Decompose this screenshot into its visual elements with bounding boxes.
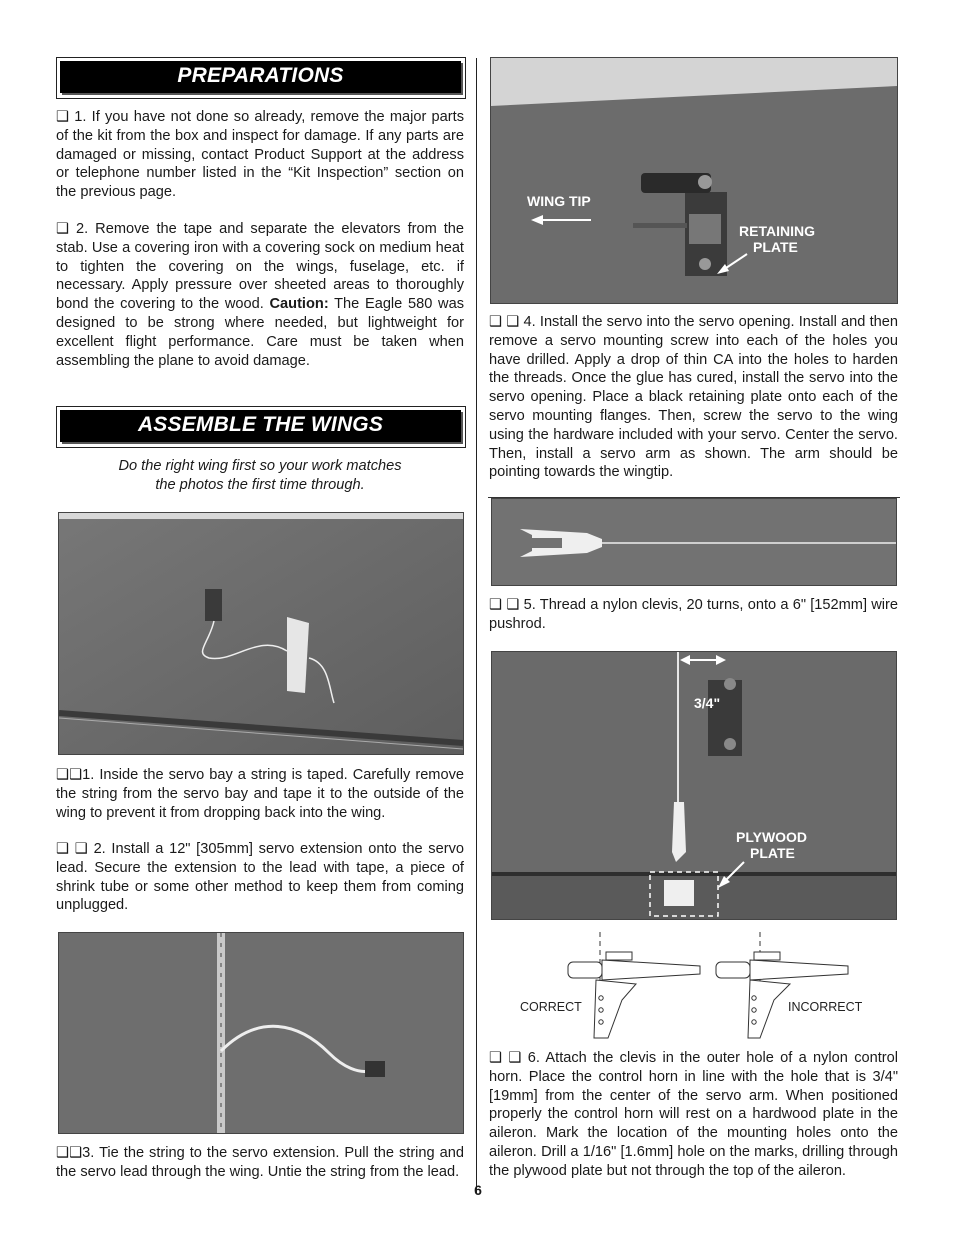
- photo-servo-extension: [58, 932, 464, 1134]
- photo-control-horn: [491, 651, 897, 920]
- column-divider: [476, 58, 477, 1193]
- wings-step-5: ❑ ❑ 5. Thread a nylon clevis, 20 turns, onto a 6" [152mm] wire pushrod.: [489, 597, 898, 632]
- wings-intro-line-2: the photos the first time through.: [155, 477, 365, 493]
- caution-label: Caution:: [269, 296, 329, 313]
- preparations-step-2-text: ❑ 2. Remove the tape and separate the elevators from the stab. Use a covering iron with a covering sock on medium heat to tighten the covering on the wings, fuselage, etc. if necessary. Apply pressure over sheeted areas to thoroughly bond the covering to the wood.: [56, 221, 464, 313]
- label-three-quarter: 3/4": [694, 695, 721, 711]
- photo-servo-installed: [490, 57, 898, 304]
- alignment-diagram: [490, 930, 900, 1042]
- diagram-correct: [520, 932, 700, 1038]
- label-plywood-2: PLATE: [750, 845, 795, 861]
- wings-intro-line-1: Do the right wing first so your work matches: [118, 458, 402, 474]
- label-plywood-1: PLYWOOD: [736, 829, 808, 845]
- preparations-header: [56, 57, 466, 99]
- page-number: 6: [474, 1182, 482, 1198]
- photo-servo-bay-string: [58, 512, 464, 755]
- label-incorrect: INCORRECT: [788, 1000, 863, 1014]
- photo-clevis-pushrod: [491, 498, 897, 586]
- preparations-step-1: ❑ 1. If you have not done so already, remove the major parts of the kit from the box and inspect for damage. If any parts are damaged or missing, contact Product Support at the address or telephone number listed in the “Kit Inspection” section on the previous page.: [56, 109, 464, 201]
- assemble-wings-title: ASSEMBLE THE WINGS: [60, 410, 461, 442]
- diagram-incorrect: [716, 932, 863, 1038]
- label-retaining-2: PLATE: [753, 239, 798, 255]
- wings-step-6: ❑ ❑ 6. Attach the clevis in the outer hole of a nylon control horn. Place the control horn in line with the hole that is 3/4" [19mm] from the center of the servo arm. When positioned properly the control horn will rest on a hardwood plate in the aileron. Mark the location of the mounting holes onto the aileron. Drill a 1/16" [1.6mm] hole on the marks, drilling through the plywood plate but not through the top of the aileron.: [489, 1050, 898, 1179]
- assemble-wings-header: [56, 406, 466, 448]
- wings-step-4: ❑ ❑ 4. Install the servo into the servo opening. Install and then remove a servo mounting screw into each of the holes you have drilled. Apply a drop of thin CA into the holes to harden the threads. Once the glue has cured, install the servo into the servo opening. Place a black retaining plate onto each of the servo mounting flanges. Then, screw the servo to the wing using the hardware included with your servo. Center the servo. Then, install a servo arm as shown. The arm should be pointing towards the wingtip.: [489, 314, 898, 481]
- label-correct: CORRECT: [520, 1000, 582, 1014]
- label-wing-tip: WING TIP: [527, 193, 591, 209]
- preparations-title: PREPARATIONS: [60, 61, 461, 93]
- wings-step-2: ❑ ❑ 2. Install a 12" [305mm] servo extension onto the servo lead. Secure the extension to the lead with tape, a piece of shrink tube or some other method to keep them from coming unplugged.: [56, 841, 464, 914]
- caution-text: The Eagle 580 was designed to be strong where needed, but lightweight for excellent flight performance. Care must be taken when assembling the plane to avoid damage.: [56, 296, 464, 369]
- label-retaining-1: RETAINING: [739, 223, 815, 239]
- wings-step-3: ❑❑3. Tie the string to the servo extension. Pull the string and the servo lead through the wing. Untie the string from the lead.: [56, 1145, 464, 1180]
- wings-intro: [56, 457, 464, 495]
- preparations-step-2: [56, 220, 464, 370]
- wings-step-1: ❑❑1. Inside the servo bay a string is taped. Carefully remove the string from the servo bay and tape it to the outside of the wing to prevent it from dropping back into the wing.: [56, 767, 464, 821]
